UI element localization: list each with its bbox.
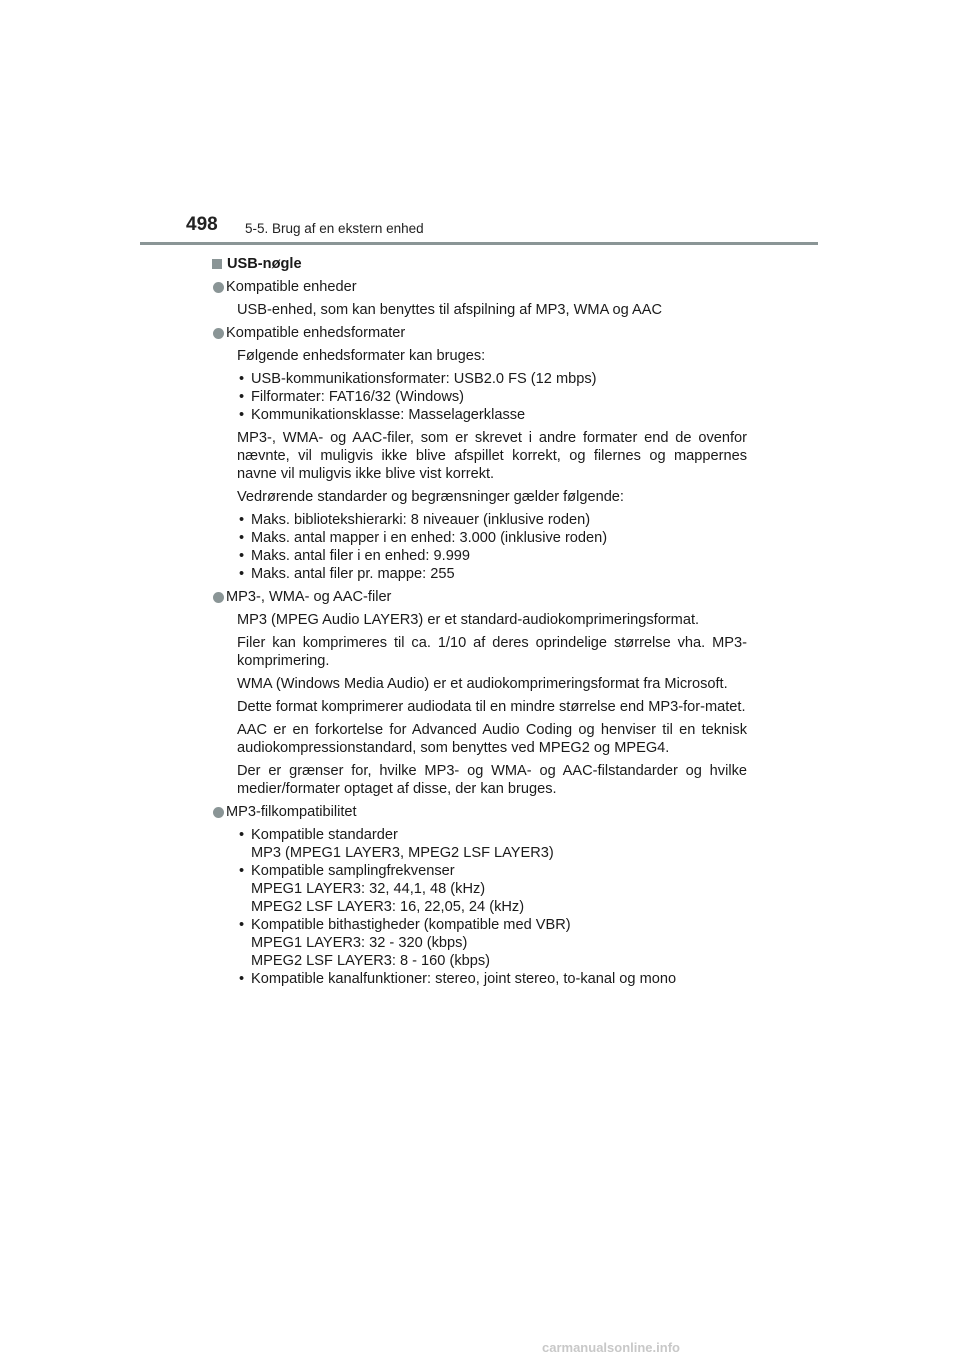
bullet-item <box>237 916 747 970</box>
item-heading <box>212 278 747 296</box>
paragraph: Vedrørende standarder og begrænsninger gælder følgende: <box>237 489 624 505</box>
page-content <box>212 255 747 993</box>
square-bullet-icon <box>212 259 222 269</box>
paragraph: MP3-, WMA- og AAC-filer, som er skrevet i andre formater end de ovenfor nævnte, vil muligvis ikke blive afspillet korrekt, og filernes og mappernes navne vil muligvis ikke blive vist korrekt. <box>237 430 747 482</box>
bullet-subline: MPEG2 LSF LAYER3: 8 - 160 (kbps) <box>251 953 491 969</box>
bullet-subline: MP3 (MPEG1 LAYER3, MPEG2 LSF LAYER3) <box>251 845 554 861</box>
section-title: USB-nøgle <box>227 256 302 272</box>
bullet-subline: MPEG1 LAYER3: 32 - 320 (kbps) <box>251 935 468 951</box>
list-item <box>212 803 747 988</box>
bullet-item <box>237 370 747 388</box>
section-heading <box>212 255 747 273</box>
list-item <box>212 588 747 798</box>
bullet-text: Kompatible samplingfrekvenser <box>251 863 455 879</box>
paragraph: USB-enhed, som kan benyttes til afspilning af MP3, WMA og AAC <box>237 302 663 318</box>
circle-bullet-icon <box>213 282 224 293</box>
bullet-item <box>237 565 747 583</box>
bullet-item <box>237 862 747 916</box>
item-title: Kompatible enheder <box>226 279 357 295</box>
paragraph: Der er grænser for, hvilke MP3- og WMA- og AAC-filstandarder og hvilke medier/formater optaget af disse, der kan bruges. <box>237 763 747 797</box>
watermark: carmanualsonline.info <box>542 1340 680 1355</box>
bullet-list <box>237 370 747 424</box>
bullet-subline: MPEG2 LSF LAYER3: 16, 22,05, 24 (kHz) <box>251 899 525 915</box>
bullet-item <box>237 406 747 424</box>
bullet-item <box>237 826 747 862</box>
bullet-item <box>237 511 747 529</box>
bullet-list <box>237 826 747 988</box>
page-number: 498 <box>186 214 218 235</box>
item-heading <box>212 324 747 342</box>
item-heading <box>212 803 747 821</box>
paragraph: Dette format komprimerer audiodata til en mindre størrelse end MP3-for-matet. <box>237 699 746 715</box>
item-title: MP3-filkompatibilitet <box>226 804 357 820</box>
bullet-text: Maks. bibliotekshierarki: 8 niveauer (inklusive roden) <box>251 512 591 528</box>
page-header <box>0 0 960 250</box>
chapter-title: 5-5. Brug af en ekstern enhed <box>245 221 424 236</box>
bullet-text: Kommunikationsklasse: Masselagerklasse <box>251 407 526 423</box>
bullet-text: Kompatible kanalfunktioner: stereo, joint stereo, to-kanal og mono <box>251 971 677 987</box>
bullet-item <box>237 547 747 565</box>
bullet-subline: MPEG1 LAYER3: 32, 44,1, 48 (kHz) <box>251 881 486 897</box>
bullet-text: Maks. antal mapper i en enhed: 3.000 (inklusive roden) <box>251 530 608 546</box>
circle-bullet-icon <box>213 592 224 603</box>
paragraph: AAC er en forkortelse for Advanced Audio Coding og henviser til en teknisk audiokompressionstandard, som benyttes ved MPEG2 og MPEG4. <box>237 722 747 756</box>
bullet-text: Kompatible standarder <box>251 827 398 843</box>
list-item <box>212 278 747 319</box>
item-heading <box>212 588 747 606</box>
paragraph: WMA (Windows Media Audio) er et audiokomprimeringsformat fra Microsoft. <box>237 676 728 692</box>
bullet-item <box>237 529 747 547</box>
bullet-text: Filformater: FAT16/32 (Windows) <box>251 389 465 405</box>
bullet-text: Kompatible bithastigheder (kompatible med VBR) <box>251 917 571 933</box>
bullet-list <box>237 511 747 583</box>
paragraph: Filer kan komprimeres til ca. 1/10 af deres oprindelige størrelse vha. MP3-komprimering. <box>237 635 747 669</box>
paragraph: MP3 (MPEG Audio LAYER3) er et standard-audiokomprimeringsformat. <box>237 612 700 628</box>
circle-bullet-icon <box>213 328 224 339</box>
list-item <box>212 324 747 583</box>
bullet-item <box>237 388 747 406</box>
bullet-item <box>237 970 747 988</box>
header-divider <box>140 242 818 245</box>
bullet-text: Maks. antal filer i en enhed: 9.999 <box>251 548 471 564</box>
item-title: Kompatible enhedsformater <box>226 325 406 341</box>
bullet-text: USB-kommunikationsformater: USB2.0 FS (12 mbps) <box>251 371 597 387</box>
bullet-text: Maks. antal filer pr. mappe: 255 <box>251 566 455 582</box>
item-list <box>212 278 747 988</box>
item-title: MP3-, WMA- og AAC-filer <box>226 589 392 605</box>
circle-bullet-icon <box>213 807 224 818</box>
paragraph: Følgende enhedsformater kan bruges: <box>237 348 486 364</box>
